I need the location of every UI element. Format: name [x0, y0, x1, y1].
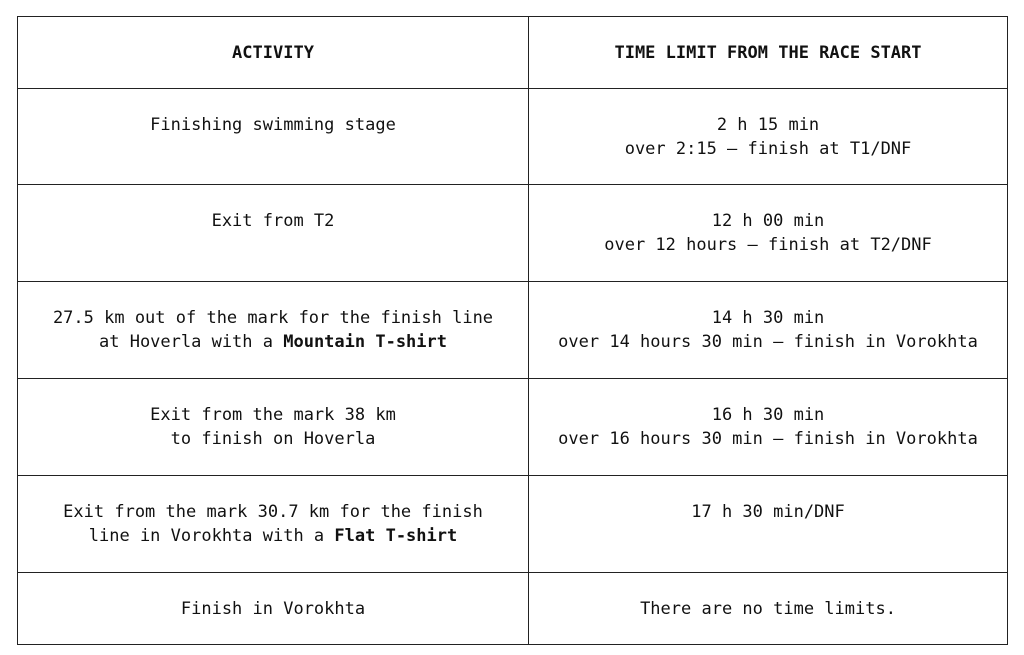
activity-cell	[18, 379, 529, 476]
activity-cell	[18, 476, 529, 573]
time-limits-table	[17, 16, 1008, 645]
time-limit-note: over 2:15 – finish at T1/DNF	[624, 139, 912, 159]
activity-cell	[18, 185, 529, 282]
table-row	[18, 476, 1008, 573]
time-limit-cell	[529, 185, 1008, 282]
activity-text-part: line in Vorokhta with a	[88, 526, 335, 546]
table-row	[18, 89, 1008, 185]
time-limit-cell	[529, 89, 1008, 185]
table-header-row	[18, 17, 1008, 89]
tshirt-label: Mountain T-shirt	[283, 332, 447, 352]
time-limit-value: There are no time limits.	[640, 599, 896, 619]
activity-text-line2: to finish on Hoverla	[170, 429, 376, 449]
time-limit-value: 16 h 30 min	[711, 405, 825, 425]
activity-text: Exit from T2	[211, 211, 335, 231]
table-row	[18, 573, 1008, 645]
activity-cell	[18, 282, 529, 379]
time-limit-note: over 12 hours – finish at T2/DNF	[604, 235, 932, 255]
time-limit-value: 2 h 15 min	[716, 115, 820, 135]
time-limit-note: over 16 hours 30 min – finish in Vorokhta	[558, 429, 978, 449]
header-activity: ACTIVITY	[18, 17, 529, 89]
time-limit-cell	[529, 476, 1008, 573]
tshirt-label: Flat T-shirt	[334, 526, 458, 546]
activity-text-line2	[26, 524, 520, 548]
activity-cell	[18, 89, 529, 185]
table-row	[18, 379, 1008, 476]
activity-cell	[18, 573, 529, 645]
time-limit-cell	[529, 282, 1008, 379]
activity-text: Exit from the mark 38 km	[150, 405, 396, 425]
time-limit-value: 17 h 30 min/DNF	[691, 502, 845, 522]
table-row	[18, 282, 1008, 379]
time-limit-note: over 14 hours 30 min – finish in Vorokhta	[558, 332, 978, 352]
activity-text: Finishing swimming stage	[150, 115, 396, 135]
time-limit-value: 14 h 30 min	[711, 308, 825, 328]
activity-text: Finish in Vorokhta	[180, 599, 366, 619]
time-limit-cell	[529, 573, 1008, 645]
header-time-limit: TIME LIMIT FROM THE RACE START	[529, 17, 1008, 89]
activity-text: 27.5 km out of the mark for the finish line	[52, 308, 494, 328]
activity-text-line2	[26, 330, 520, 354]
activity-text: Exit from the mark 30.7 km for the finish	[63, 502, 483, 522]
table-row	[18, 185, 1008, 282]
activity-text-part: at Hoverla with a	[99, 332, 284, 352]
time-limit-value: 12 h 00 min	[711, 211, 825, 231]
time-limit-cell	[529, 379, 1008, 476]
